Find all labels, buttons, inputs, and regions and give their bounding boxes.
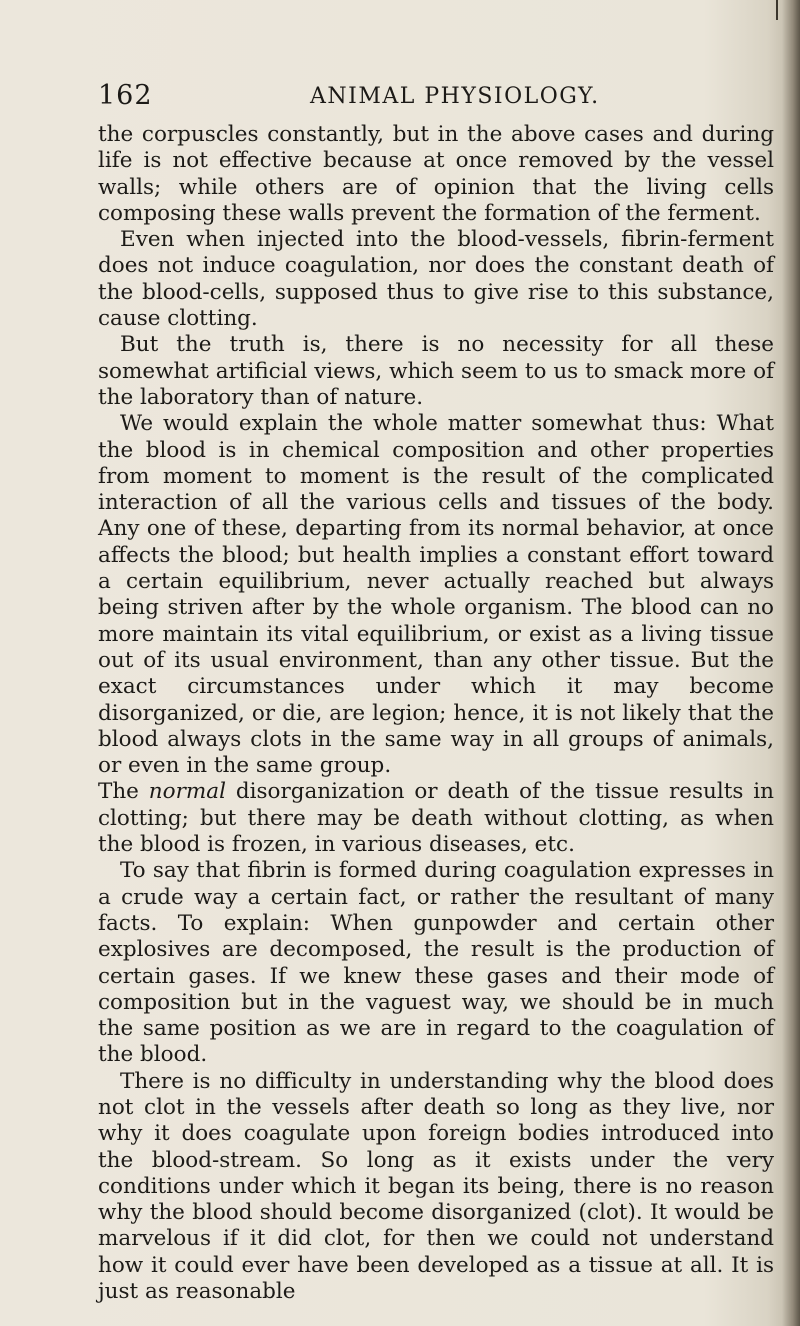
paragraph: We would explain the whole matter somewhat thus: What the blood is in chemical composition and other properties from moment to moment is the result of the complicated interaction of all the various cells and tissues of the body. Any one of these, departing from its normal behavior, at once affects the blood; but health implies a constant effort toward a certain equilibrium, never actually reached but always being striven after by the whole organism. The blood can no more maintain its vital equilibrium, or exist as a living tissue out of its usual environment, than any other tissue. But the exact circumstances under which it may become disorganized, or die, are legion; hence, it is not likely that the blood always clots in the same way in all groups of animals, or even in the same group. [98, 411, 774, 779]
body-text [98, 122, 774, 1305]
page-edge-shadow [782, 0, 800, 1326]
paragraph: Even when injected into the blood-vessels, fibrin-ferment does not induce coagulation, nor does the constant death of the blood-cells, supposed thus to give rise to this substance, cause clotting. [98, 227, 774, 332]
paragraph: There is no difficulty in understanding why the blood does not clot in the vessels after death so long as they live, nor why it does coagulate upon foreign bodies introduced into the blood-stream. So long as it exists under the very conditions under which it began its being, there is no reason why the blood should become disorganized (clot). It would be marvelous if it did clot, for then we could not understand how it could ever have been developed as a tissue at all. It is just as reasonable [98, 1068, 774, 1305]
running-head [98, 80, 758, 114]
paragraph: But the truth is, there is no necessity for all these somewhat artificial views, which seem to us to smack more of the laboratory than of nature. [98, 332, 774, 410]
page-number: 162 [98, 80, 153, 111]
text-run: The [98, 779, 149, 805]
paragraph: To say that fibrin is formed during coagulation expresses in a crude way a certain fact, or rather the resultant of many facts. To explain: When gunpowder and certain other explosives are decomposed, the result is the production of certain gases. If we knew these gases and their mode of composition but in the vaguest way, we should be in much the same position as we are in regard to the coagulation of the blood. [98, 858, 774, 1068]
paragraph-continued: the corpuscles constantly, but in the above cases and during life is not effective because at once removed by the vessel walls; while others are of opinion that the living cells composing these walls prevent the formation of the ferment. [98, 122, 774, 226]
text-run: disorganization or death of the tissue results in clotting; but there may be death without clotting, as when the blood is frozen, in various diseases, etc. [98, 779, 775, 858]
page-edge-mark [776, 0, 778, 20]
running-title: ANIMAL PHYSIOLOGY. [310, 84, 600, 109]
emphasized-word: normal [148, 779, 226, 805]
paragraph-continued [98, 779, 774, 858]
